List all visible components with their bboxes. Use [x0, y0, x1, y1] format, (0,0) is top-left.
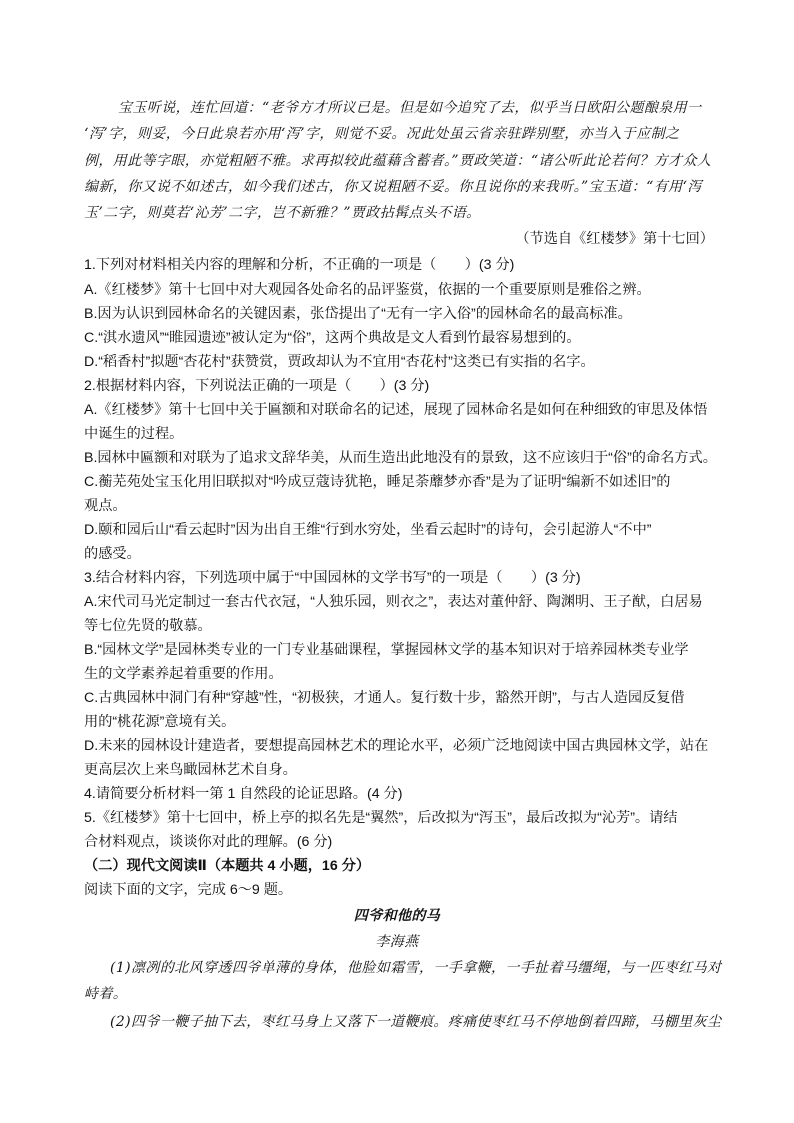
story-paragraph-1-line-2: 峙着。 — [84, 986, 128, 1002]
q1-option-b: B.因为认识到园林命名的关键因素，张岱提出了“无有一字入俗”的园林命名的最高标准。 — [84, 306, 632, 322]
q2-option-c-line-2: 观点。 — [84, 498, 127, 514]
q3-option-b-line-1: B.“园林文学”是园林类专业的一门专业基础课程，掌握园林文学的基本知识对于培养园林类专业学 — [84, 642, 689, 658]
q2-option-d-line-2: 的感受。 — [84, 546, 141, 562]
q3-option-d-line-2: 更高层次上来鸟瞰园林艺术自身。 — [84, 762, 297, 778]
q2-option-b: B.园林中匾额和对联为了追求文辞华美，从而生造出此地没有的景致，这不应该归于“俗”的命名方式。 — [84, 450, 717, 466]
section2-heading: （二）现代文阅读Ⅱ（本题共 4 小题，16 分） — [84, 858, 371, 874]
q1-option-a: A.《红楼梦》第十七回中对大观园各处命名的品评鉴赏，依据的一个重要原则是雅俗之辨。 — [84, 282, 651, 298]
passage-line-1: 宝玉听说，连忙回道：“老爷方才所议已是。但是如今追究了去，似乎当日欧阳公题酿泉用一 — [118, 100, 702, 116]
passage-line-3: 例，用此等字眼，亦觉粗陋不雅。求再拟较此蕴藉含蓄者。”贾政笑道：“诸公听此论若何？方才众人 — [84, 153, 712, 169]
q2-option-a-line-1: A.《红楼梦》第十七回中关于匾额和对联命名的记述，展现了园林命名是如何在种细致的审思及体悟 — [84, 402, 708, 418]
passage-line-5: 玉’二字，则莫若‘沁芳’二字，岂不新雅？”贾政拈髯点头不语。 — [84, 205, 481, 221]
q3-option-d-line-1: D.未来的园林设计建造者，要想提高园林艺术的理论水平，必须广泛地阅读中国古典园林文学，站在 — [84, 738, 709, 754]
q5-stem-line-2: 合材料观点，谈谈你对此的理解。(6 分) — [84, 834, 333, 850]
q3-option-a-line-1: A.宋代司马光定制过一套古代衣冠，“人独乐园，则衣之”，表达对董仲舒、陶渊明、王子猷，白居易 — [84, 594, 703, 610]
passage-source: （节选自《红楼梦》第十七回） — [515, 231, 714, 247]
q1-option-d: D.“稻香村”拟题“杏花村”获赞赏，贾政却认为不宜用“杏花村”这类已有实指的名字。 — [84, 354, 595, 370]
story-author: 李海燕 — [375, 934, 419, 950]
q3-stem: 3.结合材料内容，下列选项中属于“中国园林的文学书写”的一项是（ ）(3 分) — [84, 570, 581, 586]
story-paragraph-2-line-1: (2)四爷一鞭子抽下去，枣红马身上又落下一道鞭痕。疼痛使枣红马不停地倒着四蹄，马棚里灰尘 — [110, 1014, 722, 1030]
q1-option-c: C.“淇水遗风”“睢园遗迹”被认定为“俗”，这两个典故是文人看到竹最容易想到的。 — [84, 330, 581, 346]
q2-stem: 2.根据材料内容，下列说法正确的一项是（ ）(3 分) — [84, 378, 430, 394]
q3-option-c-line-1: C.古典园林中洞门有种“穿越”性，“初极狭，才通人。复行数十步，豁然开朗”，与古人造园反复借 — [84, 690, 685, 706]
story-title: 四爷和他的马 — [353, 908, 441, 924]
q3-option-c-line-2: 用的“桃花源”意境有关。 — [84, 714, 236, 730]
story-paragraph-1-line-1: (1)凛冽的北风穿透四爷单薄的身体，他脸如霜雪，一手拿鞭，一手扯着马缰绳，与一匹枣红马对 — [110, 960, 722, 976]
q4-stem: 4.请简要分析材料一第 1 自然段的论证思路。(4 分) — [84, 786, 403, 802]
q3-option-a-line-2: 等七位先贤的敬慕。 — [84, 618, 212, 634]
passage-line-4: 编新，你又说不如述古，如今我们述古，你又说粗陋不妥。你且说你的来我听。”宝玉道：“有用‘泻 — [84, 179, 702, 195]
q5-stem-line-1: 5.《红楼梦》第十七回中，桥上亭的拟名先是“翼然”，后改拟为“泻玉”，最后改拟为“沁芳”。请结 — [84, 810, 678, 826]
q2-option-c-line-1: C.蘅芜苑处宝玉化用旧联拟对“吟成豆蔻诗犹艳，睡足荼蘼梦亦香”是为了证明“编新不如述旧”的 — [84, 474, 671, 490]
passage-line-2: ‘泻’字，则妥，今日此泉若亦用‘泻’字，则觉不妥。况此处虽云省亲驻跸别墅，亦当入于应制之 — [84, 126, 680, 142]
q3-option-b-line-2: 生的文学素养起着重要的作用。 — [84, 666, 283, 682]
q1-stem: 1.下列对材料相关内容的理解和分析，不正确的一项是（ ）(3 分) — [84, 257, 515, 273]
section2-instruction: 阅读下面的文字，完成 6～9 题。 — [84, 882, 293, 898]
q2-option-d-line-1: D.颐和园后山“看云起时”因为出自王维“行到水穷处，坐看云起时”的诗句，会引起游人“不中” — [84, 522, 652, 538]
q2-option-a-line-2: 中诞生的过程。 — [84, 426, 184, 442]
